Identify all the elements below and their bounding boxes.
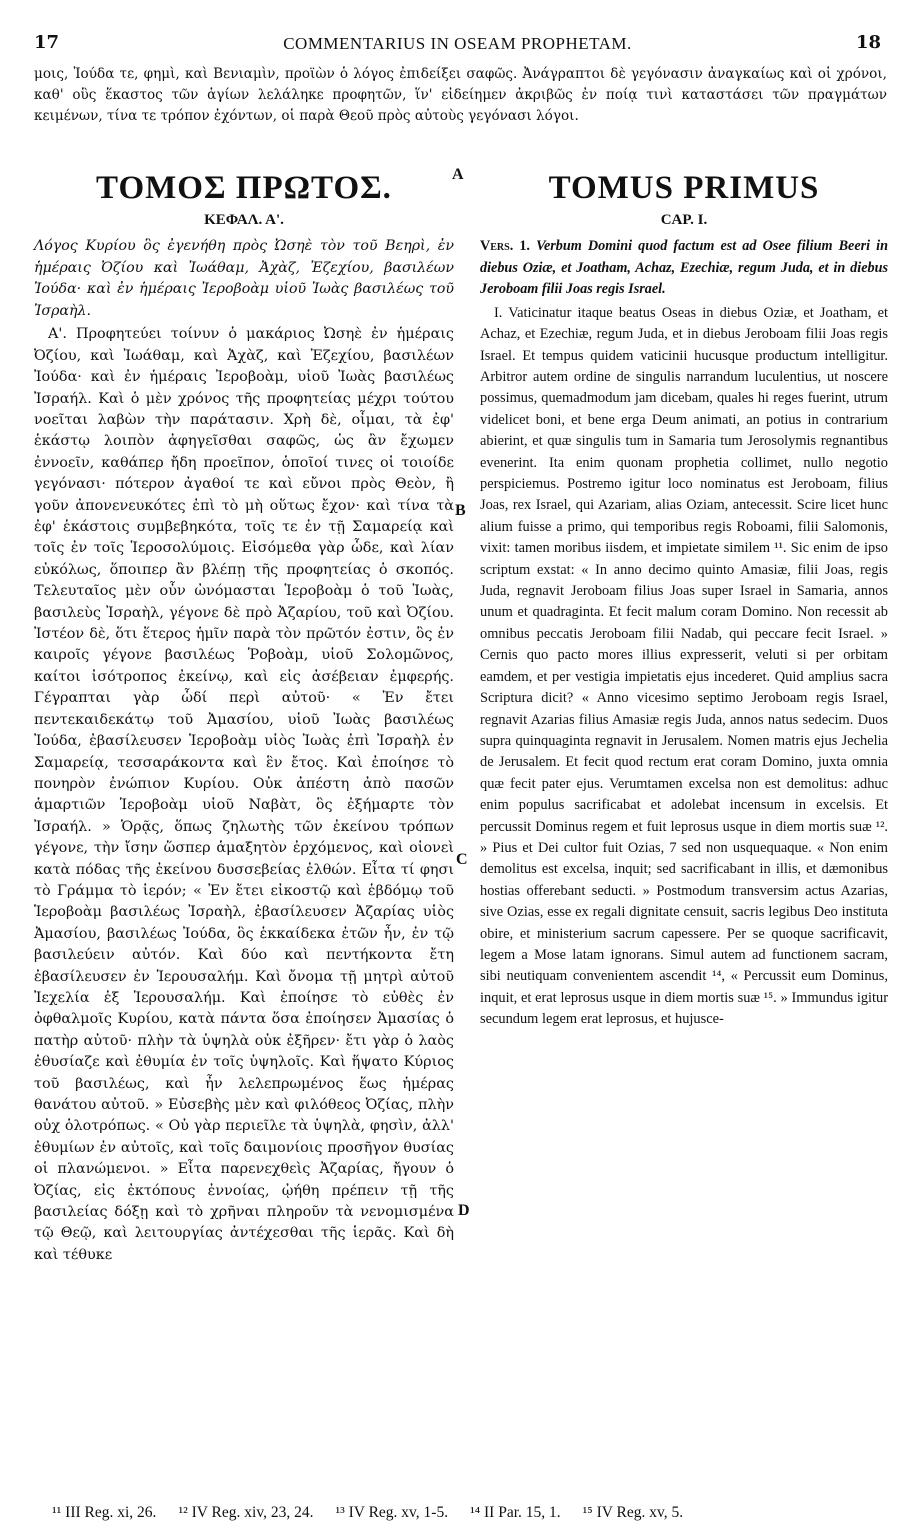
latin-verse-text: Verbum Domini quod factum est ad Osee filium Beeri in diebus Oziæ, et Joatham, Achaz, Ezechiæ, regum Juda, et in diebus Jeroboam filii Joas regis Israel. — [480, 238, 889, 298]
margin-marker-b: B — [455, 502, 466, 519]
latin-column — [480, 168, 888, 1031]
margin-marker-c: C — [456, 851, 468, 868]
footnote-15: ¹⁵ IV Reg. xv, 5. — [582, 1504, 684, 1521]
greek-tome-title: ΤΟΜΟΣ ΠΡΩΤΟΣ. — [96, 170, 392, 206]
latin-verse — [480, 236, 888, 301]
greek-chapter-heading: ΚΕΦΑΛ. Α'. — [204, 212, 284, 228]
footnote-14: ¹⁴ II Par. 15, 1. — [470, 1504, 561, 1521]
footnote-11: ¹¹ III Reg. xi, 26. — [52, 1504, 157, 1521]
page-number-right: 18 — [855, 32, 881, 53]
latin-chapter-heading: CAP. I. — [660, 212, 708, 228]
intro-paragraph: μοις, Ἰούδα τε, φημὶ, καὶ Βενιαμὶν, προϊὼν ὁ λόγος ἐπιδείξει σαφῶς. Ἀνάγραπτοι δὲ γεγόνασιν ἀναγκαίως καὶ οἱ χρόνοι, καθ' οὓς ἕκαστος τῶν ἁγίων λελάληκε προφητῶν, ἵν' εἰδείημεν ἀκριβῶς ἐν ποίᾳ τινὶ καταστάσει τῶν πραγμάτων κειμένων, τίνα τε τρόπον ἐχόντων, οἱ παρὰ Θεοῦ πρὸς αὐτοὺς γεγόνασι λόγοι. — [34, 66, 887, 124]
latin-tome-title: TOMUS PRIMUS — [548, 170, 820, 206]
running-header — [34, 32, 881, 56]
footnote-12: ¹² IV Reg. xiv, 23, 24. — [178, 1504, 314, 1521]
greek-column — [34, 168, 454, 1266]
page-number-left: 17 — [34, 32, 60, 53]
greek-commentary: Α'. Προφητεύει τοίνυν ὁ μακάριος Ὠσηὲ ἐν ἡμέραις Ὀζίου, καὶ Ἰωάθαμ, καὶ Ἀχὰζ, καὶ Ἐζεχίου, βασιλέων Ἰούδα· καὶ ἐν ἡμέραις Ἰεροβοὰμ, υἱοῦ Ἰωὰς βασιλέως Ἰσραήλ. Καὶ ὁ μὲν χρόνος τῆς προφητείας μέχρι τούτου νοεῖται λαβὼν τὴν παράτασιν. Χρὴ δὲ, οἶμαι, τὰ ἐφ' ἑκάστῳ λοιπὸν ἀφηγεῖσθαι σαφῶς, ὡς ἂν ἔχωμεν ἐννοεῖν, καθάπερ ἤδη προεῖπον, ὁποῖοί τινες οἱ τοιοίδε γεγόνασι· πότερον ἀγαθοί τε καὶ εὔνοι πρὸς Θεὸν, ἢ γοῦν ἀπονενευκότες ἐπὶ τὸ μὴ οὕτως ἔχον· καὶ τίνα τὰ ἐφ' ἑκάστοις συμβεβηκότα, τοῖς τε ἐν τῇ Σαμαρείᾳ καὶ τοῖς ἐν τοῖς Ἱεροσολύμοις. Εἰσόμεθα γὰρ ὧδε, καὶ λίαν εὐκόλως, ὅποιπερ ἂν βλέπῃ τῆς προφητείας ὁ σκοπός. Τελευταῖος μὲν οὖν ὠνόμασται Ἱεροβοὰμ ὁ τοῦ Ἰωὰς, βασιλεὺς Ἰσραὴλ, γέγονε δὲ πρὸ Ἀζαρίου, τοῦ καὶ Ὀζίου. Ἰστέον δὲ, ὅτι ἕτερος ἡμῖν παρὰ τὸν πρῶτόν ἐστιν, ὃς ἐν καιροῖς γέγονε βασιλέως Ῥοβοὰμ, υἱοῦ Σολομῶνος, καίτοι ἰσότροπος ἐκείνῳ, καὶ εἰς ἀσέβειαν ἐμφερής. Γέγραπται γὰρ ὧδί περὶ αὐτοῦ· « Ἐν ἔτει πεντεκαιδεκάτῳ τοῦ Ἀμασίου, υἱοῦ Ἰωὰς βασιλέως Ἰούδα, ἐβασίλευσεν Ἱεροβοὰμ υἱὸς Ἰωὰς ἐπὶ Ἰσραὴλ ἐν Σαμαρείᾳ, τεσσαράκοντα καὶ ἓν ἔτος. Καὶ ἐποίησε τὸ πονηρὸν ἐνώπιον Κυρίου. Οὐκ ἀπέστη ἀπὸ πασῶν ἁμαρτιῶν Ἱεροβοὰμ υἱοῦ Ναβὰτ, ὃς ἐξήμαρτε τὸν Ἰσραήλ. » Ὁρᾷς, ὅπως ζηλωτὴς τῶν ἐκείνου τρόπων γέγονε, τὴν ἴσην ὥσπερ ἁμαξητὸν ἐρχόμενος, καὶ οἱονεὶ κατὰ πόδας τῆς ἐκείνου δυσσεβείας ἐλθών. Εἶτα τί φησι τὸ Γράμμα τὸ ἱερόν; « Ἐν ἔτει εἰκοστῷ καὶ ἑβδόμῳ τοῦ Ἱεροβοὰμ βασιλέως Ἰσραὴλ, ἐβασίλευσεν Ἀζαρίας υἱὸς Ἀμασίου, βασιλέως Ἰούδα, ὃς ἑκκαίδεκα ἐτῶν ἦν, ἐν τῷ βασιλεύειν αὐτόν. Καὶ δύο καὶ πεντήκοντα ἔτη ἐβασίλευσεν ἐν Ἱερουσαλήμ. Καὶ ὄνομα τῇ μητρὶ αὐτοῦ Ἰεχελία ἐξ Ἱερουσαλήμ. Καὶ ἐποίησε τὸ εὐθὲς ἐν ὀφθαλμοῖς Κυρίου, κατὰ πάντα ὅσα ἐποίησεν Ἀμασίας ὁ πατὴρ αὐτοῦ· πλὴν τὰ ὑψηλὰ οὐκ ἐξῆρεν· ἔτι γὰρ ὁ λαὸς ἐθυσίαζε καὶ ἐθυμία ἐν τοῖς ὑψηλοῖς. Καὶ ἥψατο Κύριος τοῦ βασιλέως, καὶ ἦν λελεπρωμένος ἕως ἡμέρας θανάτου αὐτοῦ. » Εὐσεβὴς μὲν καὶ φιλόθεος Ὀζίας, πλὴν οὐχ ὁλοτρόπως. « Οὐ γὰρ περιεῖλε τὰ ὑψηλὰ, φησὶν, ἀλλ' ἐθυμίων ἐν αὐτοῖς, καὶ τοῖς δαιμονίοις προσῆγον θυσίας οἱ πλανώμενοι. » Εἶτα παρενεχθεὶς Ἀζαρίας, ἤγουν ὁ Ὀζίας, εἰς ἐκτόπους ἐννοίας, ᾠήθη πρέπειν τῇ τῆς βασιλείας δόξῃ καὶ τὸ χρῆναι πληροῦν τὰ νενομισμένα τῷ Θεῷ, καὶ λειτουργίας ἀντέχεσθαι τῆς ἱερᾶς. Καὶ δὴ καὶ τέθυκε — [34, 326, 454, 1263]
running-title: COMMENTARIUS IN OSEAM PROPHETAM. — [283, 34, 632, 53]
footnotes — [52, 1504, 887, 1522]
footnote-13: ¹³ IV Reg. xv, 1-5. — [335, 1504, 449, 1521]
margin-marker-a: A — [452, 166, 464, 183]
verse-label: Vers. 1. — [480, 238, 530, 254]
margin-marker-d: D — [458, 1202, 470, 1219]
greek-verse: Λόγος Κυρίου ὃς ἐγενήθη πρὸς Ὠσηὲ τὸν τοῦ Βεηρὶ, ἐν ἡμέραις Ὀζίου καὶ Ἰωάθαμ, Ἀχὰζ, Ἐζεχίου, βασιλέων Ἰούδα· καὶ ἐν ἡμέραις Ἰεροβοὰμ υἱοῦ Ἰωὰς βασιλέως τοῦ Ἰσραὴλ. — [34, 238, 454, 319]
latin-commentary: I. Vaticinatur itaque beatus Oseas in diebus Oziæ, et Joatham, et Achaz, et Ezechiæ, regum Juda, et in diebus Jeroboam filii Joas regis Israel. Et tempus quidem vaticinii hucusque productum intelligitur. Arbitror autem ordine de singulis narrandum luculentius, ut noscere possimus, quemadmodum jam dicebam, quales hi reges fuerint, utrum videlicet boni, et bene erga Deum animati, an potius in contrarium abierint, et quæ singulis tum in Samaria tum Jerosolymis regnantibus evenerint. Ita enim quonam prophetia collimet, nullo negotio perspiciemus. Postremo igitur loco nominatus est Jeroboam, filius Joas, rex Israel, qui Azariam, alias Oziam, antecessit. Scire licet hunc alium fuisse a primo, qui temporibus regis Roboami, filii Salomonis, vixit: tamen moribus iisdem, et impietate similem ¹¹. Sic enim de ipso scriptum exstat: « In anno decimo quinto Amasiæ, filii Joas, regis Juda, regnavit Jeroboam filius Joas super Israel in Samaria, annos unum et quadraginta. Et fecit malum coram Domino. Non recessit ab omnibus peccatis Jeroboam filii Nadab, qui peccare fecit Israel. » Cernis quo pacto mores illius expresserit, veluti si per orbitam eamdem, et per vestigia impietatis ejus incederet. Quid amplius sacra Scriptura dicit? « Anno vicesimo septimo Jeroboam regis Israel, regnavit Azarias filius Amasiæ regis Juda, annos natus sedecim. Duos supra quinquaginta regnavit in Jerusalem. Nomen matris ejus Jechelia de Jerusalem. Et fecit quod rectum erat coram Domino, juxta omnia quæ fecit pater ejus. Verumtamen excelsa non est demolitus: adhuc enim populus sacrificabat et adolebat incensum in excelsis. Et percussit Dominus regem et fuit leprosus usque in diem mortis suæ ¹². » Pius et Dei cultor fuit Ozias, 7 sed non usquequaque. « Non enim demolitus est excelsa, inquit; sed sacrificabant in illis, et dæmonibus hostias offerebant seducti. » Postmodum transversim actus Azarias, sive Ozias, esse ex regali dignitate censuit, sacris legibus Deo instituta obire, et ministerium sacrum capessere. Per se quoque sacrificavit, legem a Mose latam ignorans. Simul autem ad functionem sacram, sibi neutiquam convenientem ascendit ¹⁴, « Percussit eum Dominus, inquit, et erat leprosus usque in diem mortis suæ ¹⁵. » Immundus igitur secundum legem erat leprosus, et hujusce- — [480, 304, 888, 1028]
